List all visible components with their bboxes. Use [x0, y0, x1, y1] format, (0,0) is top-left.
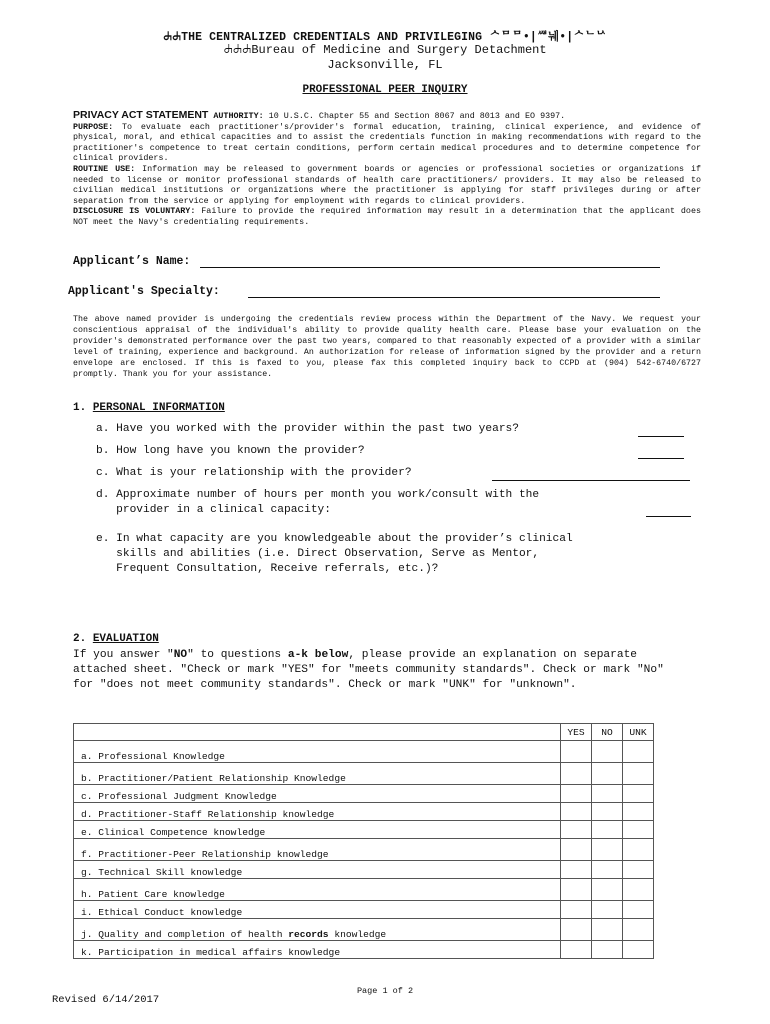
- yes-cell-h[interactable]: [561, 879, 592, 901]
- section-1-number: 1.: [73, 402, 87, 414]
- row-label-c: c. Professional Judgment Knowledge: [74, 785, 561, 803]
- yes-cell-g[interactable]: [561, 861, 592, 879]
- routine-use-text: Information may be released to government boards or agencies or professional societies or organizations if needed to license or monitor professional standards of health care practitioners/ providers. It may also be released to civilian medical institutions or organizations where the practitioner is applying for staff privileges during or after separation from the service or applying for employment with regards to clinical providers.: [73, 163, 701, 206]
- row-label-f: f. Practitioner-Peer Relationship knowledge: [74, 839, 561, 861]
- purpose-text: To evaluate each practitioner's/provider's formal education, training, clinical experience, and evidence of physical, moral, and ethical capacities and to assist the credentials function in making recommendations with regard to the practitioner's competence to treat certain conditions, perform certain medical procedures and to determine competence for clinical providers.: [73, 121, 701, 164]
- unk-cell-g[interactable]: [623, 861, 654, 879]
- evaluation-table: [73, 723, 654, 959]
- question-e-line-2: skills and abilities (i.e. Direct Observation, Serve as Mentor,: [96, 548, 540, 560]
- no-cell-b[interactable]: [592, 763, 623, 785]
- eval-text-no: NO: [173, 649, 188, 661]
- no-cell-k[interactable]: [592, 941, 623, 959]
- yes-cell-b[interactable]: [561, 763, 592, 785]
- question-e-line-1: e. In what capacity are you knowledgeable about the provider’s clinical: [96, 533, 573, 545]
- privacy-act-statement: [73, 110, 701, 228]
- question-e-line-3: Frequent Consultation, Receive referrals, etc.)?: [96, 563, 439, 575]
- no-cell-c[interactable]: [592, 785, 623, 803]
- unk-cell-b[interactable]: [623, 763, 654, 785]
- section-2-heading: [73, 633, 159, 645]
- yes-cell-k[interactable]: [561, 941, 592, 959]
- table-header-row: [74, 724, 654, 741]
- answer-c-field[interactable]: [492, 480, 690, 481]
- section-2-title: EVALUATION: [92, 633, 159, 645]
- authority-text: 10 U.S.C. Chapter 55 and Section 8067 and 8013 and EO 9397.: [268, 111, 566, 121]
- no-cell-a[interactable]: [592, 741, 623, 763]
- table-row: [74, 785, 654, 803]
- disclosure-text: Failure to provide the required information may result in a determination that the applicant does NOT meet the Navy's credentialing requirements.: [73, 206, 701, 227]
- answer-a-field[interactable]: [638, 436, 684, 437]
- header-line-2: [0, 43, 770, 57]
- row-label-j: [74, 919, 561, 941]
- header-org: Bureau of Medicine and Surgery Detachment: [251, 43, 547, 57]
- table-row: [74, 941, 654, 959]
- evaluation-instructions: [73, 648, 673, 693]
- eval-text-2: " to questions: [187, 649, 288, 661]
- unk-cell-a[interactable]: [623, 741, 654, 763]
- section-1-heading: [73, 402, 225, 414]
- no-cell-g[interactable]: [592, 861, 623, 879]
- form-title: PROFESSIONAL PEER INQUIRY: [302, 84, 468, 96]
- question-d-line-1: d. Approximate number of hours per month you work/consult with the: [96, 489, 540, 501]
- unk-cell-f[interactable]: [623, 839, 654, 861]
- applicant-specialty-field[interactable]: [248, 297, 660, 298]
- table-row: [74, 821, 654, 839]
- table-row: [74, 919, 654, 941]
- no-cell-j[interactable]: [592, 919, 623, 941]
- question-b: b. How long have you known the provider?: [96, 445, 365, 457]
- page-number: Page 1 of 2: [356, 986, 414, 996]
- answer-b-field[interactable]: [638, 458, 684, 459]
- table-row: [74, 901, 654, 919]
- table-row: [74, 879, 654, 901]
- row-j-bold: records: [288, 929, 329, 940]
- unk-cell-c[interactable]: [623, 785, 654, 803]
- row-label-g: g. Technical Skill knowledge: [74, 861, 561, 879]
- table-row: [74, 861, 654, 879]
- row-j-text: j. Quality and completion of health: [81, 929, 289, 940]
- unk-cell-d[interactable]: [623, 803, 654, 821]
- header-no: NO: [592, 724, 623, 741]
- row-label-d: d. Practitioner-Staff Relationship knowledge: [74, 803, 561, 821]
- row-label-e: e. Clinical Competence knowledge: [74, 821, 561, 839]
- row-label-a: a. Professional Knowledge: [74, 741, 561, 763]
- yes-cell-i[interactable]: [561, 901, 592, 919]
- yes-cell-c[interactable]: [561, 785, 592, 803]
- eval-text-ak: a-k below: [287, 649, 349, 661]
- table-row: [74, 839, 654, 861]
- no-cell-d[interactable]: [592, 803, 623, 821]
- yes-cell-e[interactable]: [561, 821, 592, 839]
- unk-cell-i[interactable]: [623, 901, 654, 919]
- header-glyphs-2: ꕈꕈꕈ: [223, 43, 252, 57]
- yes-cell-d[interactable]: [561, 803, 592, 821]
- unk-cell-e[interactable]: [623, 821, 654, 839]
- purpose-label: PURPOSE:: [73, 121, 114, 132]
- applicant-name-label: Applicant’s Name:: [73, 255, 191, 268]
- table-header-blank: [74, 724, 561, 741]
- header-line-1: [0, 28, 770, 44]
- routine-use-label: ROUTINE USE:: [73, 163, 136, 174]
- answer-d-field[interactable]: [646, 516, 691, 517]
- applicant-name-field[interactable]: [200, 267, 660, 268]
- header-tail-glyphs: ᄉᄆᄆ•|ᄉᄉᄇ눼•|ᄉᄂᄂᄉ: [489, 31, 607, 44]
- table-row: [74, 741, 654, 763]
- eval-text-3: , please provide an explanation on separate attached sheet. "Check or mark "YES" for "meets community standards". Check or mark "No" for "does not meet community standards". Check or mark "UNK" for "unknown".: [73, 649, 664, 691]
- header-location: Jacksonville, FL: [327, 58, 443, 72]
- yes-cell-f[interactable]: [561, 839, 592, 861]
- header-glyphs-1: ꕈꕈ: [163, 31, 182, 44]
- no-cell-e[interactable]: [592, 821, 623, 839]
- intro-paragraph: The above named provider is undergoing the credentials review process within the Department of the Navy. We request your conscientious appraisal of the individual's ability to provide quality health care. Please base your evaluation on the provider's demonstrated performance over the past two years, compared to that reasonably expected of a provider with a similar level of training, experience and background. An authorization for release of information signed by the provider and a return envelope are enclosed. If this is faxed to you, please fax this completed inquiry back to CCPD at (904) 542-6740/6727 promptly. Thank you for your assistance.: [73, 315, 701, 379]
- unk-cell-k[interactable]: [623, 941, 654, 959]
- yes-cell-j[interactable]: [561, 919, 592, 941]
- privacy-heading: PRIVACY ACT STATEMENT: [73, 109, 209, 121]
- row-label-h: h. Patient Care knowledge: [74, 879, 561, 901]
- authority-label: AUTHORITY:: [213, 111, 264, 121]
- table-row: [74, 803, 654, 821]
- no-cell-h[interactable]: [592, 879, 623, 901]
- unk-cell-h[interactable]: [623, 879, 654, 901]
- applicant-specialty-label: Applicant's Specialty:: [68, 285, 220, 298]
- revision-date: Revised 6/14/2017: [52, 994, 160, 1006]
- header-unk: UNK: [623, 724, 654, 741]
- yes-cell-a[interactable]: [561, 741, 592, 763]
- section-2-number: 2.: [73, 633, 87, 645]
- row-label-i: i. Ethical Conduct knowledge: [74, 901, 561, 919]
- disclosure-label: DISCLOSURE IS VOLUNTARY:: [73, 206, 196, 217]
- question-c: c. What is your relationship with the provider?: [96, 467, 412, 479]
- header-yes: YES: [561, 724, 592, 741]
- question-d-line-2: provider in a clinical capacity:: [96, 504, 331, 516]
- row-j-tail: knowledge: [328, 929, 387, 940]
- header-title-line-1: THE CENTRALIZED CREDENTIALS AND PRIVILEGING: [181, 31, 483, 44]
- no-cell-f[interactable]: [592, 839, 623, 861]
- row-label-k: k. Participation in medical affairs knowledge: [74, 941, 561, 959]
- section-1-title: PERSONAL INFORMATION: [92, 402, 225, 414]
- table-row: [74, 763, 654, 785]
- question-a: a. Have you worked with the provider within the past two years?: [96, 423, 519, 435]
- no-cell-i[interactable]: [592, 901, 623, 919]
- unk-cell-j[interactable]: [623, 919, 654, 941]
- row-label-b: b. Practitioner/Patient Relationship Knowledge: [74, 763, 561, 785]
- eval-text-1: If you answer ": [73, 649, 174, 661]
